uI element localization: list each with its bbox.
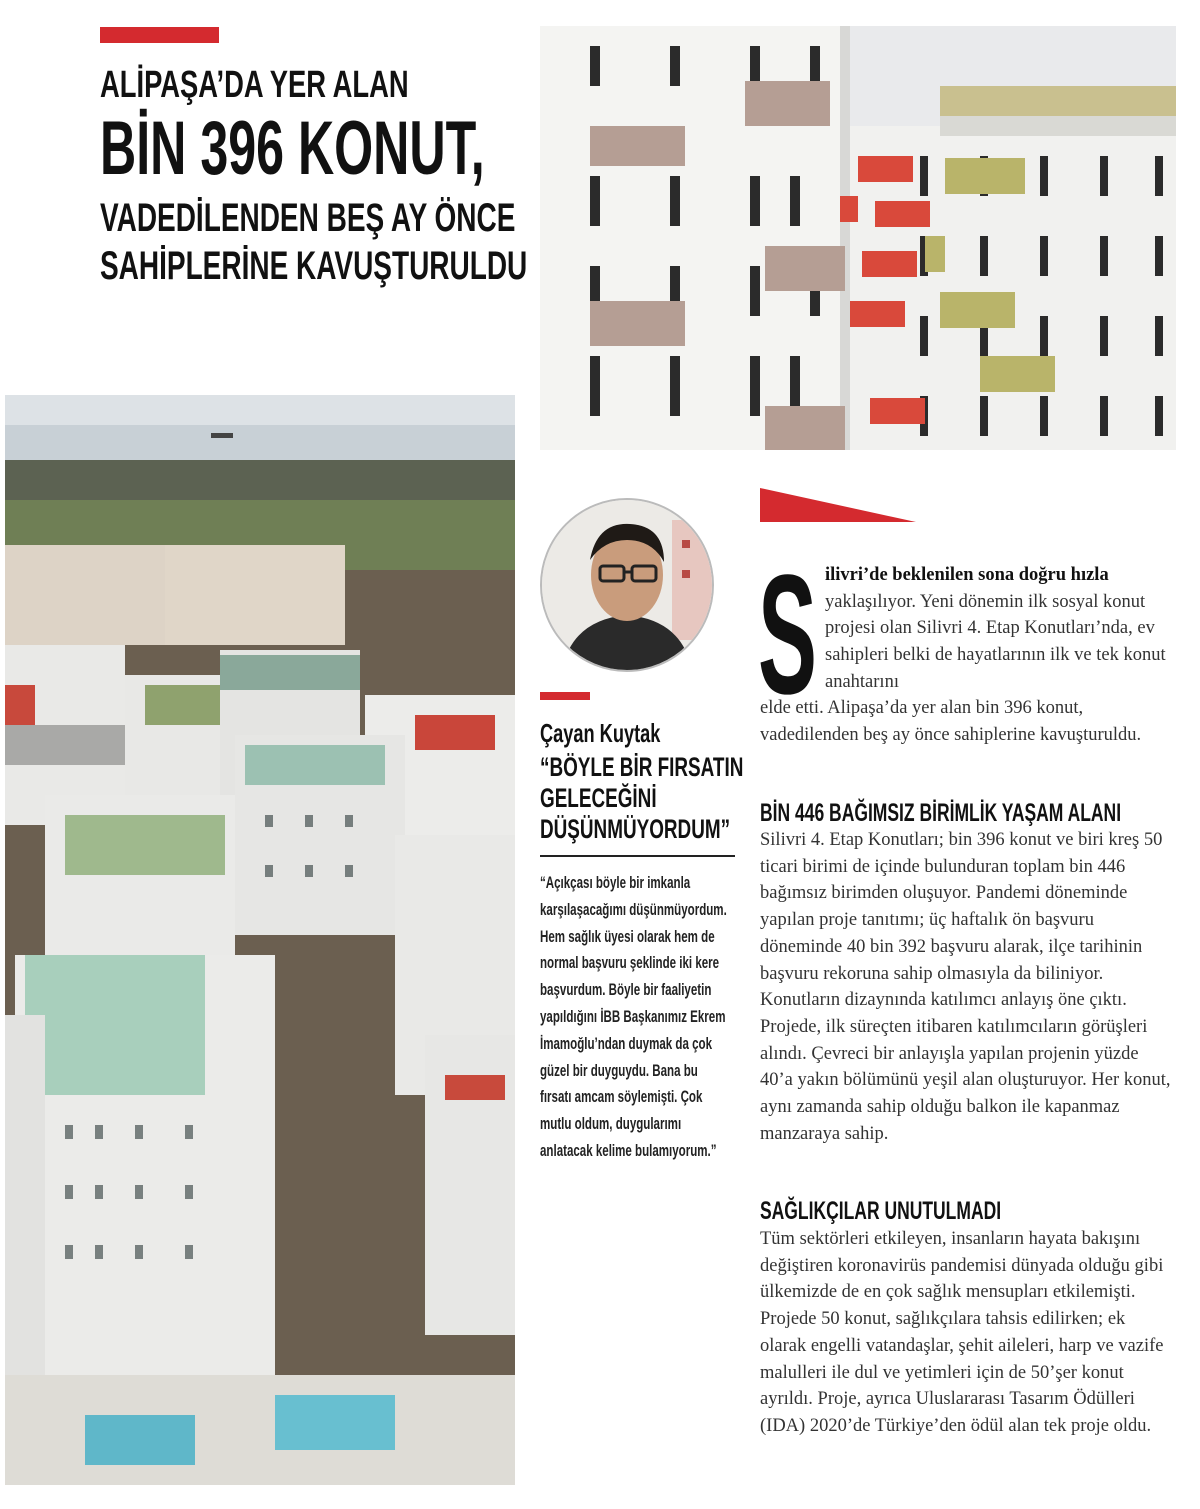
article-intro-text: yaklaşılıyor. Yeni dönemin ilk sosyal konut projesi olan Silivri 4. Etap Konutları’nda, ev sahipleri belki de hayatlarının ilk ve tek konut anahtarını: [825, 591, 1166, 692]
building-facade-photo: [540, 26, 1176, 450]
profile-name: Çayan Kuytak: [540, 718, 661, 748]
headline-accent-bar: [100, 27, 219, 43]
profile-accent-bar: [540, 692, 590, 700]
drop-cap: S: [758, 540, 817, 730]
headline: [100, 60, 528, 290]
red-triangle-accent: [760, 488, 916, 522]
section-body-2: Tüm sektörleri etkileyen, insanların hayata bakışını değiştiren koronavirüs pandemisi dünyada olduğu gibi ülkemizde de en çok sağlık mensupları etkilemişti. Projede 50 konut, sağlıkçılara tahsis edilirken; ek olarak engelli vatandaşlar, şehit aileleri, harp ve vazife malulleri ile dul ve yetimleri için de 50’şer konut ayrıldı. Proje, ayrıca Uluslararası Tasarım Ödülleri (IDA) 2020’de Türkiye’den ödül alan tek proje oldu.: [760, 1229, 1164, 1436]
headline-line-3: VADEDİLENDEN BEŞ AY ÖNCE: [100, 196, 516, 240]
headline-line-2: BİN 396 KONUT,: [100, 106, 485, 191]
article-intro-bold: ilivri’de beklenilen sona doğru hızla: [825, 565, 1109, 585]
profile-quote: “Açıkçası böyle bir imkanla karşılaşacağımı düşünmüyordum. Hem sağlık üyesi olarak hem de normal başvuru şeklinde iki kere başvurdum. Böyle bir faaliyetin yapıldığını İBB Başkanımız Ekrem İmamoğlu’ndan duymak da çok güzel bir duyguydu. Bana bu fırsatı amcam söylemişti. Çok mutlu oldum, duygularımı anlatacak kelime bulamıyorum.”: [540, 874, 727, 1160]
headline-line-1: ALİPAŞA’DA YER ALAN: [100, 64, 409, 106]
aerial-housing-photo: [5, 395, 515, 1485]
article-intro: [825, 562, 1170, 696]
section-body-1: Silivri 4. Etap Konutları; bin 396 konut ve biri kreş 50 ticari birimi de içinde bulunduran toplam bin 446 bağımsız birimden oluşuyor. Pandemi döneminde yapılan proje tanıtımı; üç haftalık ön başvuru döneminde 40 bin 392 başvuru alarak, ilçe tarihinin başvuru rekoruna sahip olmasıyla da biliniyor. Konutların dizaynında katılımcı anlayış öne çıktı. Projede, ilk süreçten itibaren katılımcıların görüşleri alındı. Çevreci bir anlayışla yapılan projenin yüzde 40’a yakın bölümünü yeşil alan oluşturuyor. Her konut, aynı zamanda sahip olduğu balkon ile kapanmaz manzaraya sahip.: [760, 830, 1171, 1144]
article-intro-continued: elde etti. Alipaşa’da yer alan bin 396 konut, vadedilenden beş ay önce sahiplerine kavuşturuldu.: [760, 698, 1142, 745]
profile-divider: [540, 855, 735, 857]
section-title-1: BİN 446 BAĞIMSIZ BİRİMLİK YAŞAM ALANI: [760, 799, 1122, 827]
headline-line-4: SAHİPLERİNE KAVUŞTURULDU: [100, 244, 528, 288]
profile-quote-title: “BÖYLE BİR FIRSATIN GELECEĞİNİ DÜŞÜNMÜYORDUM”: [540, 752, 744, 844]
avatar: [540, 498, 714, 672]
section-title-2: SAĞLIKÇILAR UNUTULMADI: [760, 1197, 1002, 1225]
